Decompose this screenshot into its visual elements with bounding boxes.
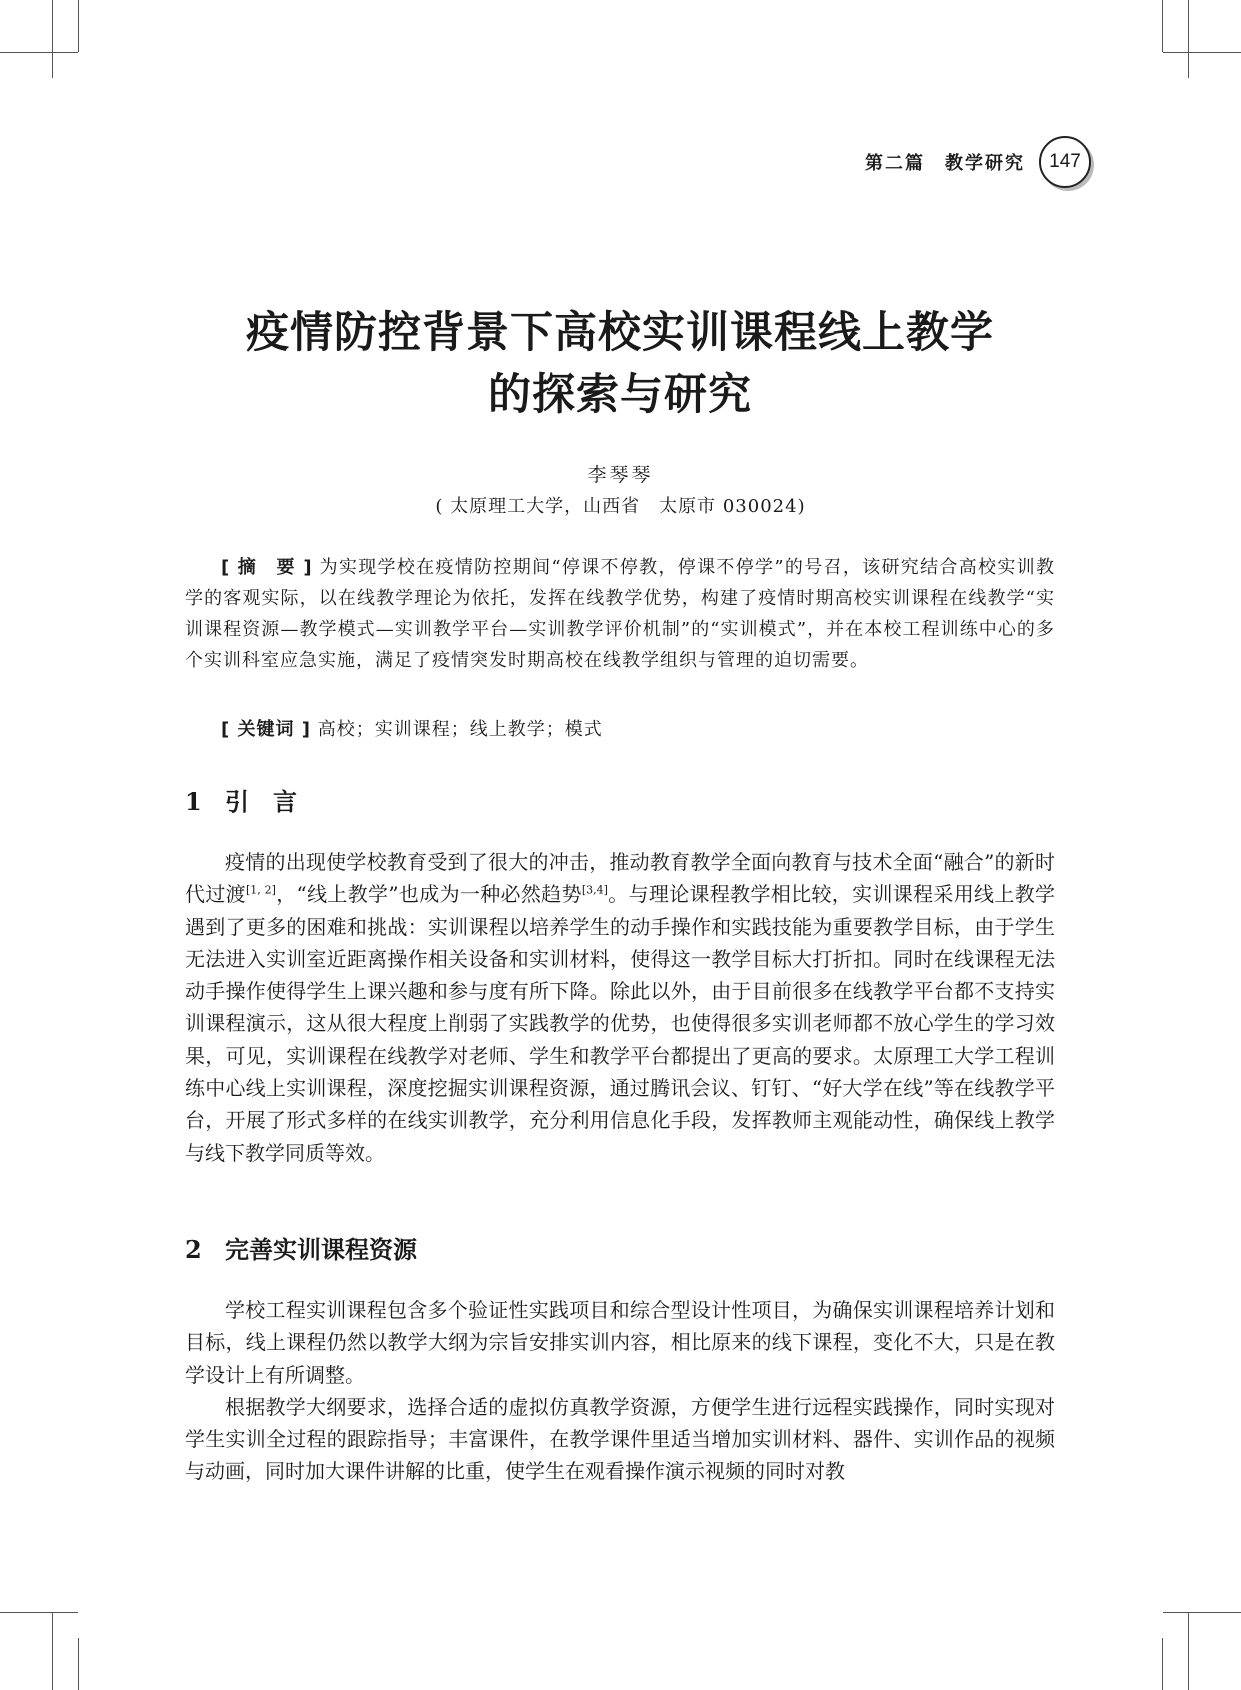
crop-mark-tl-h [0, 52, 78, 53]
keywords-text: 高校；实训课程；线上教学；模式 [317, 719, 603, 740]
crop-mark-br-v [1188, 1612, 1189, 1690]
paragraph: 学校工程实训课程包含多个验证性实践项目和综合型设计性项目，为确保实训课程培养计划和目标，线上课程仍然以教学大纲为宗旨安排实训内容，相比原来的线下课程，变化不大，只是在教学设计上有所调整。 [185, 1298, 1055, 1387]
keywords-label: [ 关键词 ] [221, 719, 311, 740]
page-header [865, 136, 1091, 188]
title-line-2: 的探索与研究 [488, 370, 752, 420]
crop-mark-bl-h [0, 1612, 78, 1613]
citation: [1, 2] [245, 883, 276, 897]
title-line-1: 疫情防控背景下高校实训课程线上教学 [246, 308, 994, 358]
paragraph: 根据教学大纲要求，选择合适的虚拟仿真教学资源，方便学生进行远程实践操作，同时实现对学生实训全过程的跟踪指导；丰富课件，在教学课件里适当增加实训材料、器件、实训作品的视频与动画，同时加大课件讲解的比重，使学生在观看操作演示视频的同时对教 [185, 1394, 1055, 1484]
crop-mark-tl-v2 [78, 0, 79, 52]
abstract [185, 552, 1055, 676]
running-head: 第二篇 教学研究 [865, 153, 1025, 174]
crop-mark-br-v2 [1162, 1638, 1163, 1690]
text-run: ，“线上教学”也成为一种必然趋势 [275, 882, 582, 907]
page-number: 147 [1039, 136, 1091, 188]
section-2-body [185, 1294, 1055, 1488]
crop-mark-tr-v [1188, 0, 1189, 78]
abstract-text: 为实现学校在疫情防控期间“停课不停教，停课不停学”的号召，该研究结合高校实训教学的客观实际，以在线教学理论为依托，发挥在线教学优势，构建了疫情时期高校实训课程在线教学“实训课程资源—教学模式—实训教学平台—实训教学评价机制”的“实训模式”，并在本校工程训练中心的多个实训科室应急实施，满足了疫情突发时期高校在线教学组织与管理的迫切需要。 [185, 557, 1055, 671]
paragraph [185, 846, 1055, 1169]
author: 李琴琴 [587, 464, 654, 486]
paper-title [185, 302, 1055, 426]
crop-mark-tr-v2 [1162, 0, 1163, 52]
crop-mark-tl-v [52, 0, 53, 78]
section-2-number: 2 [185, 1235, 202, 1264]
crop-mark-tr-h [1163, 52, 1241, 53]
abstract-label: [ 摘 要 ] [221, 557, 313, 578]
section-2-title: 完善实训课程资源 [225, 1235, 417, 1264]
section-1-heading [185, 782, 297, 817]
text-run: 疫情的出现使学校教育受到了很大的冲击，推动教育教学全面向教育与技术全面“融合”的新时代过渡 [185, 850, 1055, 907]
section-1-number: 1 [185, 787, 202, 816]
crop-mark-br-h [1163, 1612, 1241, 1613]
section-2-heading [185, 1230, 417, 1265]
keywords [185, 714, 1055, 746]
affiliation: ( 太原理工大学，山西省 太原市 030024) [435, 496, 806, 517]
section-1-body [185, 846, 1055, 1169]
section-1-title: 引 言 [225, 787, 297, 816]
crop-mark-bl-v [52, 1612, 53, 1690]
citation: [3,4] [581, 883, 608, 897]
text-run: 。与理论课程教学相比较，实训课程采用线上教学遇到了更多的困难和挑战：实训课程以培养学生的动手操作和实践技能为重要教学目标，由于学生无法进入实训室近距离操作相关设备和实训材料，使得这一教学目标大打折扣。同时在线课程无法动手操作使得学生上课兴趣和参与度有所下降。除此以外，由于目前很多在线教学平台都不支持实训课程演示，这从很大程度上削弱了实践教学的优势，也使得很多实训老师都不放心学生的学习效果，可见，实训课程在线教学对老师、学生和教学平台都提出了更高的要求。太原理工大学工程训练中心线上实训课程，深度挖掘实训课程资源，通过腾讯会议、钉钉、“好大学在线”等在线教学平台，开展了形式多样的在线实训教学，充分利用信息化手段，发挥教师主观能动性，确保线上教学与线下教学同质等效。 [185, 882, 1056, 1165]
crop-mark-bl-v2 [78, 1638, 79, 1690]
